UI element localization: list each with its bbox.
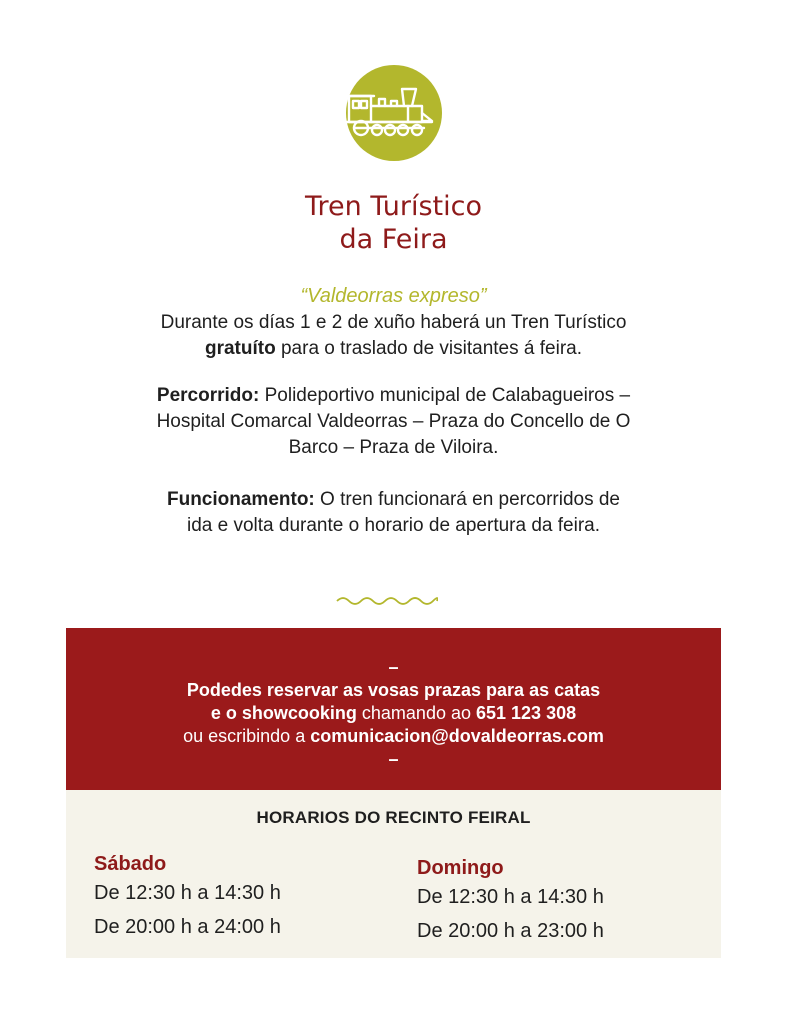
booking-line-3: ou escribindo a comunicacion@dovaldeorras.com bbox=[183, 726, 604, 746]
route-line-1-text: Polideportivo municipal de Calabagueiros – bbox=[259, 385, 631, 406]
route-paragraph bbox=[100, 383, 687, 461]
saturday-label: Sábado bbox=[94, 853, 167, 875]
title-line-2: da Feira bbox=[339, 224, 448, 255]
operation-label: Funcionamento: bbox=[166, 489, 315, 510]
booking-dash-top: – bbox=[388, 657, 399, 677]
sunday-slot-2: De 20:00 h a 23:00 h bbox=[417, 920, 604, 942]
hours-section bbox=[66, 790, 721, 958]
booking-phone[interactable]: 651 123 308 bbox=[476, 703, 577, 723]
sunday-column bbox=[417, 856, 604, 948]
route-label: Percorrido: bbox=[156, 385, 260, 406]
sunday-slot-1: De 12:30 h a 14:30 h bbox=[417, 886, 604, 908]
booking-line-1: Podedes reservar as vosas prazas para as catas bbox=[186, 680, 601, 700]
saturday-slot-1: De 12:30 h a 14:30 h bbox=[94, 882, 281, 904]
train-icon bbox=[346, 65, 442, 161]
operation-line-1-text: O tren funcionará en percorridos de bbox=[314, 489, 620, 510]
intro-line-2-text: para o traslado de visitantes á feira. bbox=[275, 338, 582, 359]
route-line-2: Hospital Comarcal Valdeorras – Praza do Concello de O bbox=[156, 411, 631, 432]
route-line-3: Barco – Praza de Viloira. bbox=[288, 437, 499, 458]
booking-email[interactable]: comunicacion@dovaldeorras.com bbox=[310, 726, 604, 746]
booking-banner bbox=[66, 628, 721, 790]
subtitle: “Valdeorras expreso” bbox=[300, 285, 487, 307]
operation-paragraph bbox=[100, 487, 687, 539]
operation-line-1 bbox=[100, 487, 687, 513]
title-line-1: Tren Turístico bbox=[305, 191, 482, 222]
logo-badge bbox=[346, 65, 442, 161]
operation-line-2: ida e volta durante o horario de apertura da feira. bbox=[187, 515, 600, 536]
intro-paragraph bbox=[100, 310, 687, 362]
wave-divider bbox=[336, 594, 438, 608]
saturday-slot-2: De 20:00 h a 24:00 h bbox=[94, 916, 281, 938]
intro-line-1: Durante os días 1 e 2 de xuño haberá un Tren Turístico bbox=[160, 312, 627, 333]
booking-dash-bottom: – bbox=[388, 749, 399, 769]
saturday-column bbox=[94, 852, 281, 944]
booking-line-2: e o showcooking chamando ao 651 123 308 bbox=[210, 703, 577, 723]
hours-title: HORARIOS DO RECINTO FEIRAL bbox=[256, 808, 531, 827]
route-line-1 bbox=[100, 383, 687, 409]
intro-bold: gratuíto bbox=[204, 338, 276, 359]
intro-line-2 bbox=[100, 336, 687, 362]
page-title bbox=[0, 190, 787, 256]
sunday-label: Domingo bbox=[417, 857, 504, 879]
